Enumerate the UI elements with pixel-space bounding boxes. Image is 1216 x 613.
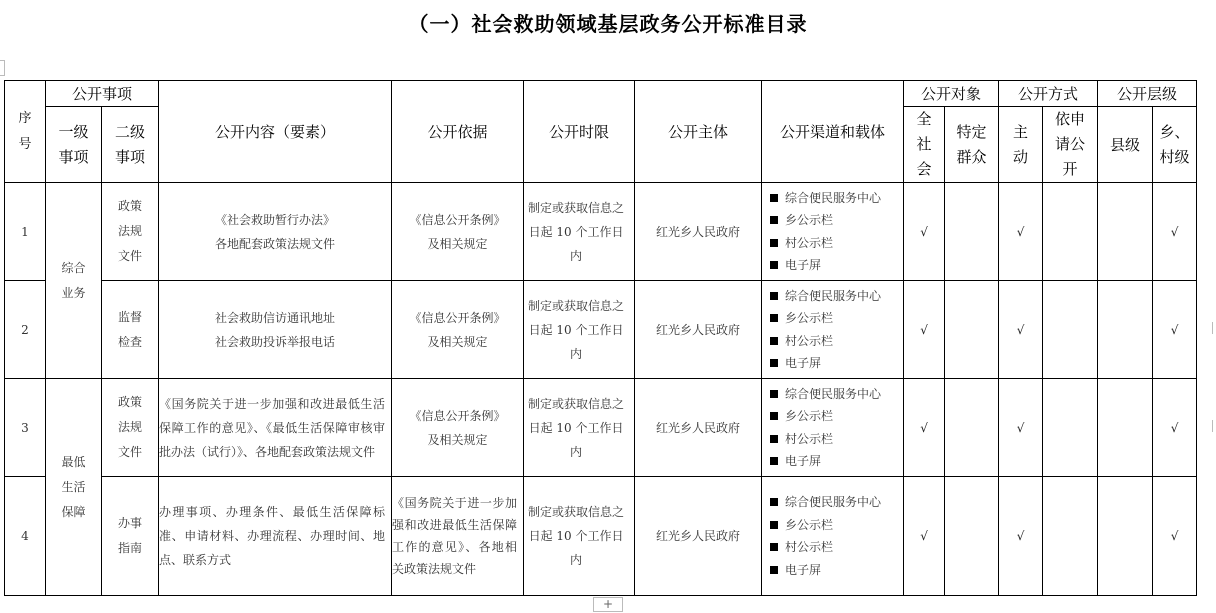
header-channel: 公开渠道和载体 — [762, 81, 904, 183]
header-subject: 公开主体 — [635, 81, 762, 183]
content-line: 各地配套政策法规文件 — [215, 236, 336, 251]
square-bullet-icon — [770, 521, 778, 529]
row-seq: 4 — [5, 477, 46, 596]
content-line: 社会救助投诉举报电话 — [215, 334, 336, 349]
basis-line: 《信息公开条例》 — [409, 212, 506, 227]
time-limit-cell: 制定或获取信息之日起 10 个工作日内 — [524, 281, 635, 379]
header-level1: 一级事项 — [46, 107, 102, 183]
square-bullet-icon — [770, 337, 778, 345]
subject-cell: 红光乡人民政府 — [635, 281, 762, 379]
standard-catalog-table — [4, 80, 1197, 596]
square-bullet-icon — [770, 314, 778, 322]
row-seq: 2 — [5, 281, 46, 379]
row-seq: 3 — [5, 379, 46, 477]
channel-item: 综合便民服务中心 — [770, 187, 903, 210]
check-all-society: √ — [904, 477, 945, 596]
check-township: √ — [1153, 183, 1197, 281]
square-bullet-icon — [770, 194, 778, 202]
channel-cell — [762, 281, 904, 379]
channel-item: 村公示栏 — [770, 330, 903, 353]
table-row — [5, 281, 1197, 379]
check-on-request — [1043, 477, 1098, 596]
header-mode-group: 公开方式 — [999, 81, 1098, 107]
check-on-request — [1043, 379, 1098, 477]
level1-cell: 综合业务 — [46, 183, 102, 379]
basis-line: 《信息公开条例》 — [409, 310, 506, 325]
add-row-button[interactable]: + — [593, 597, 623, 612]
subject-cell: 红光乡人民政府 — [635, 183, 762, 281]
check-on-request — [1043, 281, 1098, 379]
check-county — [1098, 477, 1153, 596]
header-township: 乡、村级 — [1153, 107, 1197, 183]
header-content: 公开内容（要素） — [159, 81, 392, 183]
level2-cell: 政策法规文件 — [102, 183, 159, 281]
time-limit-cell: 制定或获取信息之日起 10 个工作日内 — [524, 183, 635, 281]
check-county — [1098, 183, 1153, 281]
channel-item: 乡公示栏 — [770, 209, 903, 232]
square-bullet-icon — [770, 292, 778, 300]
header-level2: 二级事项 — [102, 107, 159, 183]
basis-cell — [392, 183, 524, 281]
square-bullet-icon — [770, 261, 778, 269]
header-all-society: 全社会 — [904, 107, 945, 183]
square-bullet-icon — [770, 457, 778, 465]
channel-item: 村公示栏 — [770, 428, 903, 451]
content-cell — [159, 379, 392, 477]
square-bullet-icon — [770, 566, 778, 574]
basis-line: 《信息公开条例》 — [409, 408, 506, 423]
channel-item: 村公示栏 — [770, 232, 903, 255]
time-limit-cell: 制定或获取信息之日起 10 个工作日内 — [524, 477, 635, 596]
header-object-group: 公开对象 — [904, 81, 999, 107]
channel-cell — [762, 183, 904, 281]
check-all-society: √ — [904, 183, 945, 281]
channel-item: 乡公示栏 — [770, 514, 903, 537]
channel-item: 综合便民服务中心 — [770, 383, 903, 406]
table-move-handle[interactable] — [0, 60, 5, 76]
row-seq: 1 — [5, 183, 46, 281]
basis-cell — [392, 379, 524, 477]
table-row — [5, 183, 1197, 281]
content-line: 办理事项、办理条件、最低生活保障标准、申请材料、办理流程、办理时间、地点、联系方式 — [159, 505, 386, 567]
header-county: 县级 — [1098, 107, 1153, 183]
basis-line: 及相关规定 — [427, 334, 488, 349]
header-time-limit: 公开时限 — [524, 81, 635, 183]
level1-cell: 最低生活保障 — [46, 379, 102, 596]
header-specific-group: 特定群众 — [945, 107, 999, 183]
check-all-society: √ — [904, 379, 945, 477]
subject-cell: 红光乡人民政府 — [635, 477, 762, 596]
channel-item: 村公示栏 — [770, 536, 903, 559]
channel-item: 乡公示栏 — [770, 307, 903, 330]
basis-line: 及相关规定 — [427, 236, 488, 251]
level2-cell: 办事指南 — [102, 477, 159, 596]
header-level-group: 公开层级 — [1098, 81, 1197, 107]
check-county — [1098, 281, 1153, 379]
check-specific-group — [945, 281, 999, 379]
level2-cell: 监督检查 — [102, 281, 159, 379]
basis-line: 《国务院关于进一步加强和改进最低生活保障工作的意见》、各地相关政策法规文件 — [392, 496, 518, 576]
square-bullet-icon — [770, 498, 778, 506]
page-title: （一）社会救助领域基层政务公开标准目录 — [408, 12, 808, 36]
check-township: √ — [1153, 379, 1197, 477]
channel-cell — [762, 477, 904, 596]
content-cell — [159, 477, 392, 596]
check-active: √ — [999, 281, 1043, 379]
check-township: √ — [1153, 477, 1197, 596]
square-bullet-icon — [770, 239, 778, 247]
channel-item: 电子屏 — [770, 352, 903, 375]
header-basis: 公开依据 — [392, 81, 524, 183]
check-specific-group — [945, 477, 999, 596]
check-specific-group — [945, 183, 999, 281]
check-active: √ — [999, 183, 1043, 281]
row-resize-marker[interactable] — [1212, 322, 1216, 334]
square-bullet-icon — [770, 359, 778, 367]
level2-cell: 政策法规文件 — [102, 379, 159, 477]
content-line: 社会救助信访通讯地址 — [215, 310, 336, 325]
basis-cell — [392, 477, 524, 596]
time-limit-cell: 制定或获取信息之日起 10 个工作日内 — [524, 379, 635, 477]
check-on-request — [1043, 183, 1098, 281]
check-active: √ — [999, 477, 1043, 596]
check-active: √ — [999, 379, 1043, 477]
header-seq: 序号 — [5, 81, 46, 183]
check-specific-group — [945, 379, 999, 477]
header-items-group: 公开事项 — [46, 81, 159, 107]
table-row — [5, 477, 1197, 596]
channel-item: 综合便民服务中心 — [770, 491, 903, 514]
content-cell — [159, 281, 392, 379]
channel-item: 综合便民服务中心 — [770, 285, 903, 308]
basis-cell — [392, 281, 524, 379]
check-county — [1098, 379, 1153, 477]
channel-item: 电子屏 — [770, 254, 903, 277]
row-resize-marker[interactable] — [1212, 420, 1216, 432]
check-township: √ — [1153, 281, 1197, 379]
channel-item: 电子屏 — [770, 450, 903, 473]
channel-cell — [762, 379, 904, 477]
content-cell — [159, 183, 392, 281]
channel-item: 乡公示栏 — [770, 405, 903, 428]
square-bullet-icon — [770, 435, 778, 443]
check-all-society: √ — [904, 281, 945, 379]
subject-cell: 红光乡人民政府 — [635, 379, 762, 477]
square-bullet-icon — [770, 390, 778, 398]
content-line: 《国务院关于进一步加强和改进最低生活保障工作的意见》、《最低生活保障审核审批办法（试行）》、各地配套政策法规文件 — [159, 396, 386, 459]
basis-line: 及相关规定 — [427, 432, 488, 447]
channel-item: 电子屏 — [770, 559, 903, 582]
table-row — [5, 379, 1197, 477]
square-bullet-icon — [770, 543, 778, 551]
square-bullet-icon — [770, 412, 778, 420]
header-active: 主动 — [999, 107, 1043, 183]
header-on-request: 依申请公开 — [1043, 107, 1098, 183]
square-bullet-icon — [770, 216, 778, 224]
content-line: 《社会救助暂行办法》 — [215, 212, 336, 227]
